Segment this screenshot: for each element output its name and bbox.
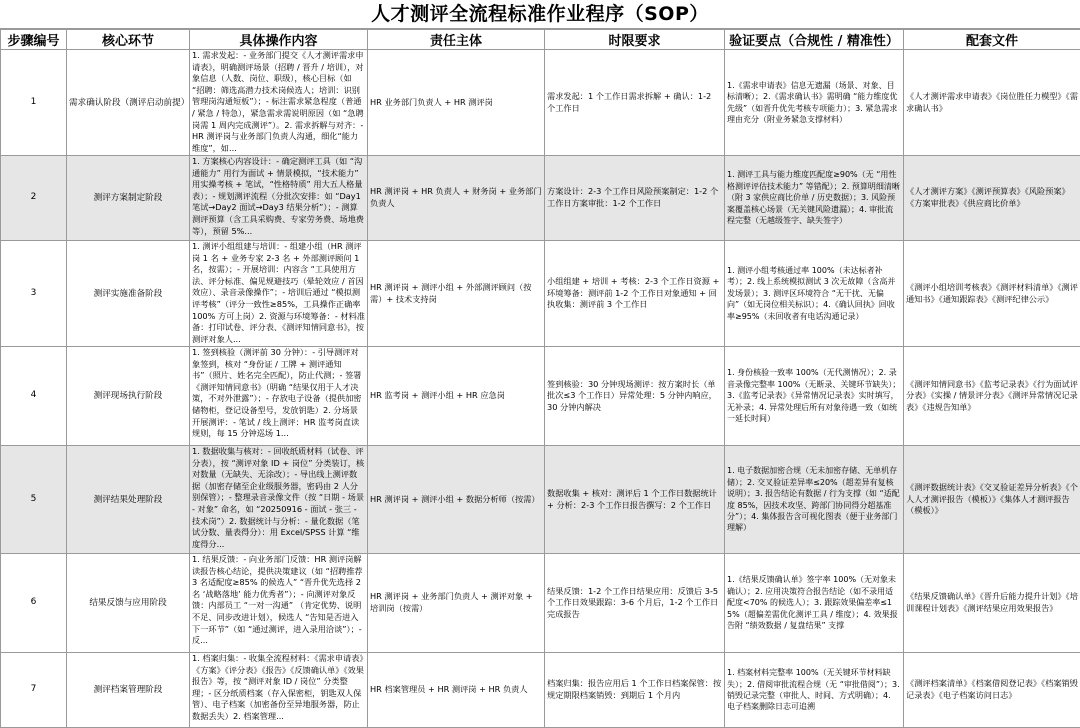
verification: 1. 档案材料完整率 100%（无关键环节材料缺失）；2. 借阅审批流程合规（无 “审批借阅”）；3. 销毁记录完整（审批人、时间、方式明确）；4. 电子档案删除日志可追溯 xyxy=(725,653,904,728)
verification: 1. 身份核验一致率 100%（无代测情况）；2. 录音录像完整率 100%（无断录、关键环节缺失）；3.《监考记录表》《异常情况记录表》实时填写，无补录；4. 异常处理后所有对象待遇一致（如统一延长时间） xyxy=(725,347,904,446)
operation-detail xyxy=(190,446,368,554)
header-core-stage: 核心环节 xyxy=(67,30,190,50)
documents: 《测评小组培训考核表》《测评材料清单》《测评通知书》《通知跟踪表》《测评纪律公示》 xyxy=(904,241,1080,347)
core-stage: 测评现场执行阶段 xyxy=(67,347,190,446)
operation-detail xyxy=(190,347,368,446)
header-operation: 具体操作内容 xyxy=(190,30,368,50)
operation-text: 1. 签到核验（测评前 30 分钟）：- 引导测评对象签到，核对 “身份证 / 工牌 + 测评通知书”（照片、姓名完全匹配），防止代测；- 签署《测评知情同意书》（明确 “结果仅用于人才决策，不对外泄露”）；- 存放电子设备（提供加密储物柜，登记设备型号，发放钥匙）2. 分场景开展测评：- 笔试 / 线上测评：HR 监考岗直读规则，每 15 分钟巡场 1... xyxy=(192,347,365,445)
time-limit: 需求发起：1 个工作日需求拆解 + 确认：1-2 个工作日 xyxy=(545,50,725,156)
documents: 《结果反馈确认单》《晋升后能力提升计划》《培训课程计划表》《测评结果应用效果报告》 xyxy=(904,554,1080,653)
header-step-no: 步骤编号 xyxy=(1,30,67,50)
table-row xyxy=(1,347,1080,446)
documents: 《测评数据统计表》《交叉验证差异分析表》《个人人才测评报告（模板）》《集体人才测评报告（模板）》 xyxy=(904,446,1080,554)
owner: HR 测评岗 + 测评小组 + 外部测评顾问（按需）+ 技术支持岗 xyxy=(368,241,545,347)
operation-text: 1. 方案核心内容设计：- 确定测评工具（如 “沟通能力” 用行为面试 + 情景模拟，“技术能力” 用实操考核 + 笔试，“性格特质” 用大五人格量表）；- 规划测评流程（分批次安排：如 “Day1 笔试→Day2 面试→Day3 结果分析”）；- 测算测评预算（含工具采购费、专家劳务费、场地费等），预留 5%... xyxy=(192,156,365,240)
step-number: 7 xyxy=(1,653,67,728)
core-stage: 结果反馈与应用阶段 xyxy=(67,554,190,653)
operation-detail xyxy=(190,653,368,728)
owner: HR 档案管理员 + HR 测评岗 + HR 负责人 xyxy=(368,653,545,728)
core-stage: 测评方案制定阶段 xyxy=(67,156,190,241)
step-number: 5 xyxy=(1,446,67,554)
operation-detail xyxy=(190,156,368,241)
operation-text: 1. 档案归集：- 收集全流程材料：《需求申请表》《方案》《评分表》《报告》《反馈确认单》《效果报告》等，按 “测评对象 ID / 岗位” 分类整理；- 区分纸质档案（存入保密柜，钥匙双人保管）、电子档案（加密备份至异地服务器，防止数据丢失）2. 档案管理... xyxy=(192,653,365,727)
documents: 《测评知情同意书》《监考记录表》《行为面试评分表》《实操 / 情景评分表》《测评异常情况记录表》《违规告知单》 xyxy=(904,347,1080,446)
core-stage: 测评档案管理阶段 xyxy=(67,653,190,728)
time-limit: 数据收集 + 核对：测评后 1 个工作日数据统计 + 分析：2-3 个工作日报告撰写：2 个工作日 xyxy=(545,446,725,554)
time-limit: 签到核验：30 分钟现场测评：按方案时长（单批次≤3 个工作日）异常处理：5 分钟内响应，30 分钟内解决 xyxy=(545,347,725,446)
operation-detail xyxy=(190,241,368,347)
operation-detail xyxy=(190,50,368,156)
core-stage: 需求确认阶段（测评启动前提） xyxy=(67,50,190,156)
documents: 《测评档案清单》《档案借阅登记表》《档案销毁记录表》《电子档案访问日志》 xyxy=(904,653,1080,728)
time-limit: 结果反馈：1-2 个工作日结果应用：反馈后 3-5 个工作日效果跟踪：3-6 个月后，1-2 个工作日完成报告 xyxy=(545,554,725,653)
owner: HR 测评岗 + 测评小组 + 数据分析师（按需） xyxy=(368,446,545,554)
header-verification: 验证要点（合规性 / 精准性） xyxy=(725,30,904,50)
operation-text: 1. 需求发起：- 业务部门提交《人才测评需求申请表》，明确测评场景（招聘 / 晋升 / 培训），对象信息（人数、岗位、职级），核心目标（如 “招聘：筛选高潜力技术岗候选人；培训：识别管理岗沟通短板”）；- 标注需求紧急程度（普通 / 紧急 / 特急），紧急需求需说明原因（如 “急聘岗需 1 周内完成测评”）。2. 需求拆解与对齐：- HR 测评岗与业务部门负责人沟通，细化“能力维度”，如... xyxy=(192,50,365,155)
header-documents: 配套文件 xyxy=(904,30,1080,50)
step-number: 3 xyxy=(1,241,67,347)
owner: HR 监考岗 + 测评小组 + HR 应急岗 xyxy=(368,347,545,446)
step-number: 4 xyxy=(1,347,67,446)
step-number: 6 xyxy=(1,554,67,653)
table-row xyxy=(1,156,1080,241)
verification: 1.《结果反馈确认单》签字率 100%（无对象未确认）；2. 应用决策符合报告结论（如不录用适配度<70% 的候选人）；3. 跟踪效果偏差率≤15%（超偏差需优化测评工具 / 维度）；4. 效果报告附 “绩效数据 / 复盘结果” 支撑 xyxy=(725,554,904,653)
verification: 1. 测评小组考核通过率 100%（未达标者补考）；2. 线上系统模拟测试 3 次无故障（含高并发场景）；3. 测评区环境符合 “无干扰、无偏向”（如无岗位相关标识）；4.《确认回执》回收率≥95%（未回收者有电话沟通记录） xyxy=(725,241,904,347)
page-title: 人才测评全流程标准作业程序（SOP） xyxy=(0,0,1080,29)
step-number: 1 xyxy=(1,50,67,156)
operation-text: 1. 数据收集与核对：- 回收纸质材料（试卷、评分表），按 “测评对象 ID + 岗位” 分类装订，核对数量（无缺失、无涂改）；- 导出线上测评数据（加密存储至企业级服务器，密码由 2 人分别保管）；- 整理录音录像文件（按 “日期 - 场景 - 对象” 命名，如 “20250916 - 面试 - 张三 - 技术岗”）2. 数据统计与分析：- 量化数据（笔试分数、量表得分）：用 Excel/SPSS 计算 “维度得分... xyxy=(192,446,365,553)
core-stage: 测评结果处理阶段 xyxy=(67,446,190,554)
documents: 《人才测评需求申请表》《岗位胜任力模型》《需求确认书》 xyxy=(904,50,1080,156)
owner: HR 测评岗 + HR 负责人 + 财务岗 + 业务部门负责人 xyxy=(368,156,545,241)
header-owner: 责任主体 xyxy=(368,30,545,50)
owner: HR 业务部门负责人 + HR 测评岗 xyxy=(368,50,545,156)
step-number: 2 xyxy=(1,156,67,241)
table-row xyxy=(1,241,1080,347)
table-row xyxy=(1,653,1080,728)
header-time-limit: 时限要求 xyxy=(545,30,725,50)
documents: 《人才测评方案》《测评预算表》《风险预案》《方案审批表》《供应商比价单》 xyxy=(904,156,1080,241)
verification: 1. 电子数据加密合规（无未加密存储、无单机存储）；2. 交叉验证差异率≤20%（超差异有复核说明）；3. 报告结论有数据 / 行为支撑（如 “适配度 85%，因技术攻坚、跨部门协同得分超基准分”）；4. 集体报告含可视化图表（便于业务部门理解） xyxy=(725,446,904,554)
core-stage: 测评实施准备阶段 xyxy=(67,241,190,347)
time-limit: 方案设计：2-3 个工作日风险预案制定：1-2 个工作日方案审批：1-2 个工作日 xyxy=(545,156,725,241)
operation-text: 1. 测评小组组建与培训：- 组建小组（HR 测评岗 1 名 + 业务专家 2-3 名 + 外部测评顾问 1 名，按需）；- 开展培训：内容含 “工具使用方法、评分标准、偏见规避技巧（晕轮效应 / 首因效应）、录音录像操作”；- 培训后通过 “模拟测评考核”（评分一致性≥85%，工具操作正确率 100% 方可上岗）2. 资源与环境筹备：- 材料准备：打印试卷、评分表、《测评知情同意书》，按测评对象人... xyxy=(192,241,365,346)
table-row xyxy=(1,446,1080,554)
header-row xyxy=(1,30,1080,50)
table-row xyxy=(1,554,1080,653)
operation-detail xyxy=(190,554,368,653)
sop-table xyxy=(0,29,1080,728)
verification: 1.《需求申请表》信息无遗漏（场景、对象、目标清晰）；2.《需求确认书》需明确 “能力维度优先级”（如晋升优先考核专项能力）；3. 紧急需求理由充分（附业务紧急支撑材料） xyxy=(725,50,904,156)
time-limit: 档案归集：报告应用后 1 个工作日档案保管：按规定期限档案销毁：到期后 1 个月内 xyxy=(545,653,725,728)
table-row xyxy=(1,50,1080,156)
verification: 1. 测评工具与能力维度匹配度≥90%（无 “用性格测评评估技术能力” 等错配）；2. 预算明细清晰（附 3 家供应商比价单 / 历史数据）；3. 风险预案覆盖核心场景（无关键风险遗漏）；4. 审批流程完整（无越级签字、缺失签字） xyxy=(725,156,904,241)
time-limit: 小组组建 + 培训 + 考核：2-3 个工作日资源 + 环境筹备：测评前 1-2 个工作日对象通知 + 回执收集：测评前 3 个工作日 xyxy=(545,241,725,347)
owner: HR 测评岗 + 业务部门负责人 + 测评对象 + 培训岗（按需） xyxy=(368,554,545,653)
operation-text: 1. 结果反馈：- 向业务部门反馈：HR 测评岗解读报告核心结论，提供决策建议（如 “招聘推荐 3 名适配度≥85% 的候选人” “晋升优先选择 2 名 ‘战略落地’ 能力优秀者”）；- 向测评对象反馈：内部员工 “一对一沟通” （肯定优势、说明不足、同步改进计划），候选人 “告知是否进入下一环节”（如 “通过测评，进入录用洽谈”）；- 反... xyxy=(192,554,365,652)
